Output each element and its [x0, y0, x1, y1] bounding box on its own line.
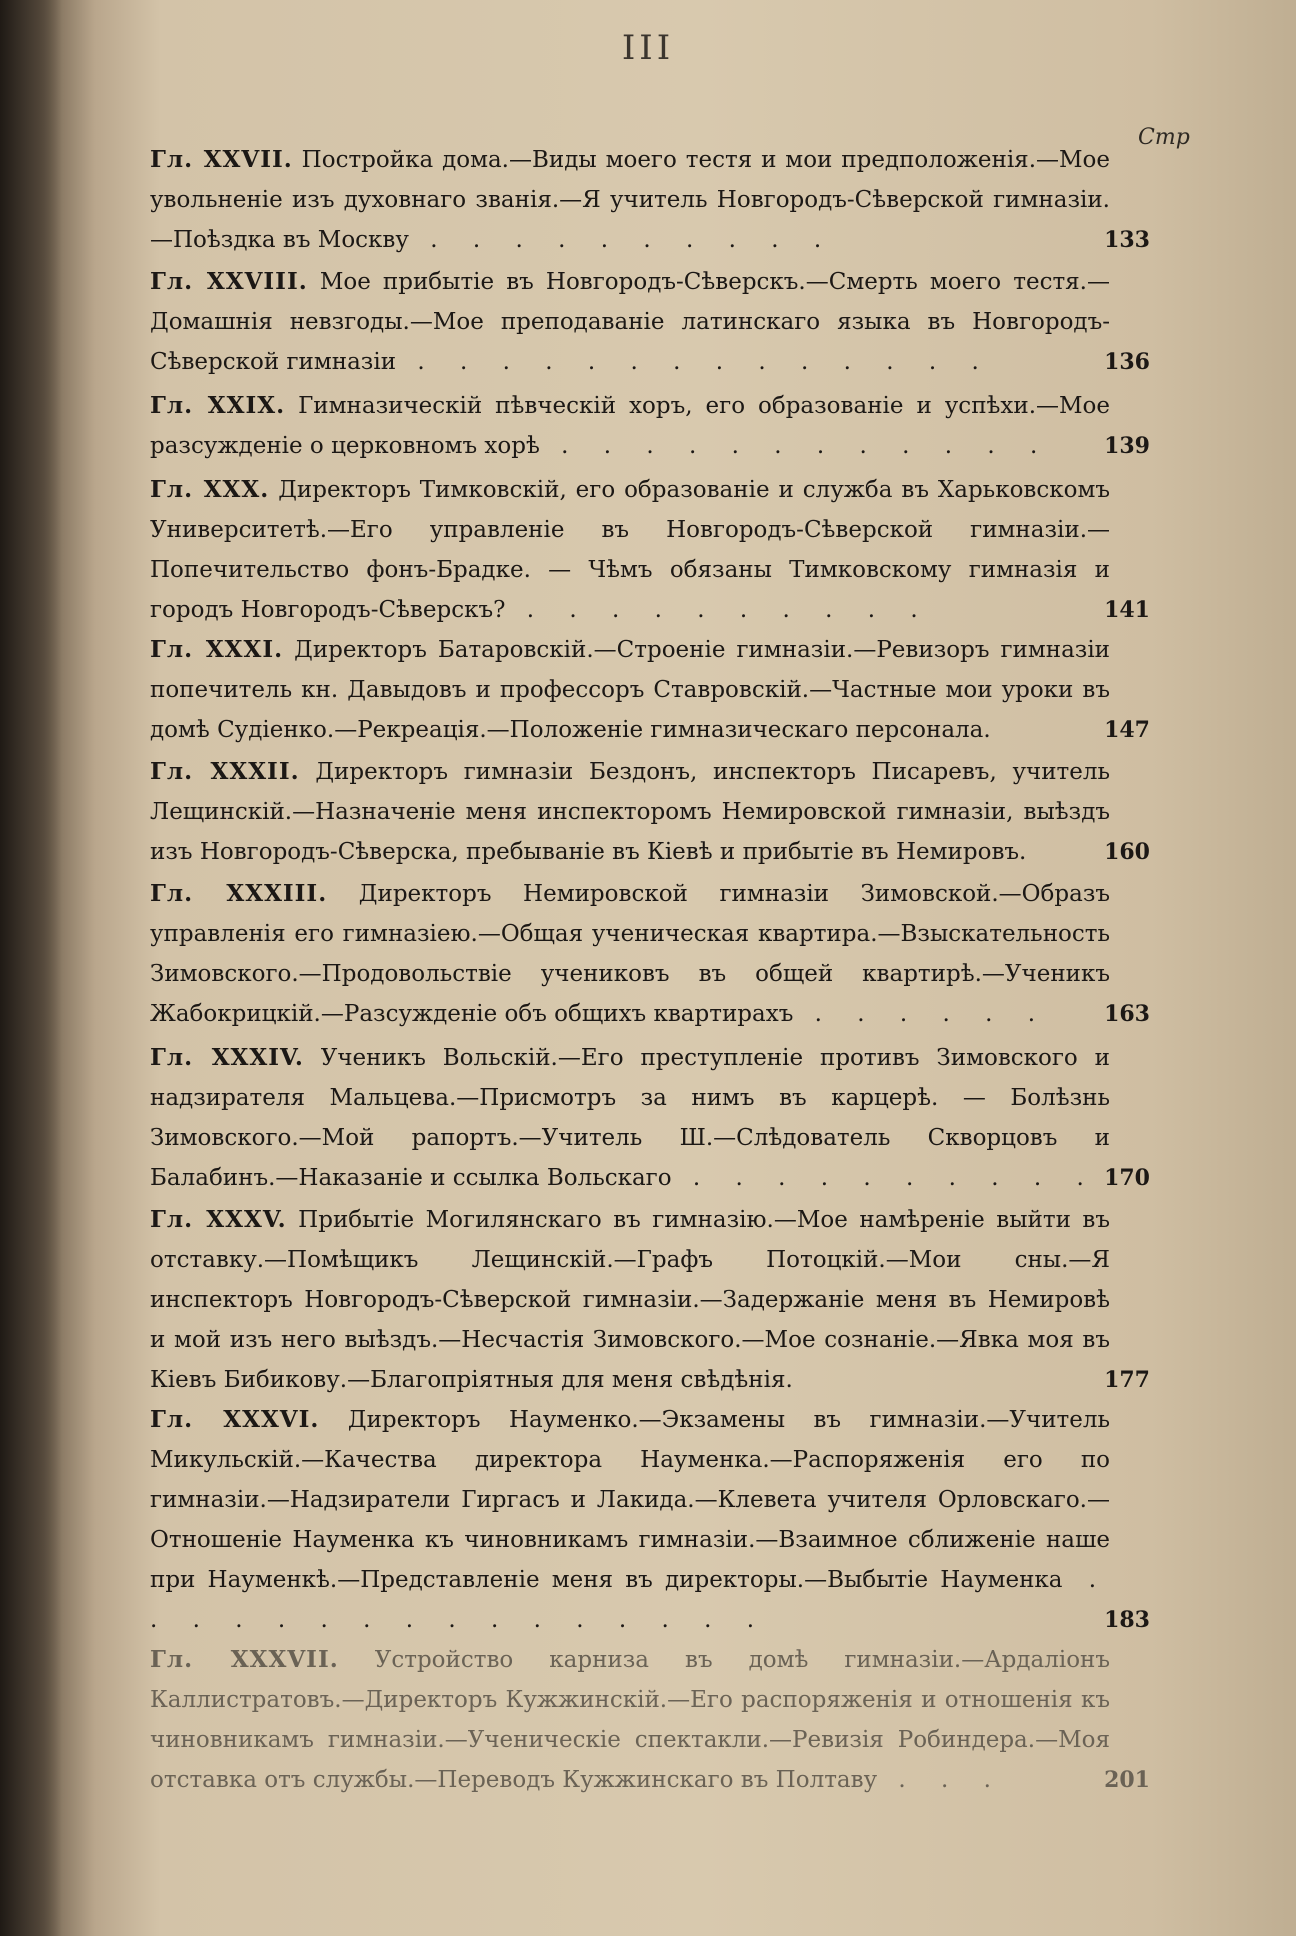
- chapter-summary: Прибытіе Могилянскаго въ гимназію.—Мое намѣреніе выйти въ отставку.—Помѣщикъ Лещинскій.—Графъ Потоцкій.—Мои сны.—Я инспекторъ Новгородъ-Сѣверской гимназіи.—Задержаніе меня въ Немировѣ и мой изъ него выѣздъ.—Несчастія Зимовского.—Мое сознаніе.—Явка моя въ Кіевъ Бибикову.—Благопріятныя для меня свѣдѣнія.: [150, 1207, 1110, 1393]
- chapter-summary: Мое прибытіе въ Новгородъ-Сѣверскъ.—Смерть моего тестя.—Домашнія невзгоды.—Мое преподаваніе латинскаго языка въ Новгородъ-Сѣверской гимназіи: [150, 269, 1110, 375]
- chapter-summary: Постройка дома.—Виды моего тестя и мои предположенія.—Мое увольненіе изъ духовнаго званія.—Я учитель Новгородъ-Сѣверской гимназіи.—Поѣздка въ Москву: [150, 147, 1111, 253]
- chapter-summary: Гимназическій пѣвческій хоръ, его образованіе и успѣхи.—Мое разсужденіе о церковномъ хорѣ: [150, 393, 1111, 459]
- chapter-summary: Директоръ гимназіи Бездонъ, инспекторъ Писаревъ, учитель Лещинскій.—Назначеніе меня инспекторомъ Немировской гимназіи, выѣздъ изъ Новгородъ-Сѣверска, пребываніе въ Кіевѣ и прибытіе въ Немировъ.: [150, 759, 1111, 865]
- chapter-label: Гл. XXXII.: [150, 758, 300, 785]
- toc-entry: Гл. XXXIV. Ученикъ Вольскій.—Его преступленіе противъ Зимовского и надзирателя Мальцева.—Присмотръ за нимъ въ карцерѣ. — Болѣзнь Зимовского.—Мой рапортъ.—Учитель Ш.—Слѣдователь Скворцовъ и Балабинъ.—Наказаніе и ссылка Вольскаго . . . . . . . . . . 170: [150, 1038, 1150, 1198]
- page-ref: 160: [1104, 839, 1150, 865]
- page-ref: 133: [1104, 227, 1150, 253]
- toc-entry: Гл. XXXVII. Устройство карниза въ домѣ гимназіи.—Ардаліонъ Каллистратовъ.—Директоръ Кужжинскій.—Его распоряженія и отношенія къ чиновникамъ гимназіи.—Ученическіе спектакли.—Ревизія Робиндера.—Моя отставка отъ службы.—Переводъ Кужжинскаго въ Полтаву . . . 201: [150, 1640, 1150, 1800]
- chapter-label: Гл. XXXVII.: [150, 1646, 339, 1673]
- page-ref: 139: [1104, 433, 1150, 459]
- chapter-summary: Директоръ Тимковскій, его образованіе и служба въ Харьковскомъ Университетѣ.—Его управленіе въ Новгородъ-Сѣверской гимназіи.—Попечительство фонъ-Брадке. — Чѣмъ обязаны Тимковскому гимназія и городъ Новгородъ-Сѣверскъ?: [150, 477, 1111, 623]
- toc-entry: Гл. XXVIII. Мое прибытіе въ Новгородъ-Сѣверскъ.—Смерть моего тестя.—Домашнія невзгоды.—Мое преподаваніе латинскаго языка въ Новгородъ-Сѣверской гимназіи . . . . . . . . . . . . . . 136: [150, 262, 1150, 382]
- chapter-summary: Ученикъ Вольскій.—Его преступленіе противъ Зимовского и надзирателя Мальцева.—Присмотръ за нимъ въ карцерѣ. — Болѣзнь Зимовского.—Мой рапортъ.—Учитель Ш.—Слѣдователь Скворцовъ и Балабинъ.—Наказаніе и ссылка Вольскаго: [150, 1045, 1110, 1191]
- chapter-summary: Директоръ Науменко.—Экзамены въ гимназіи.—Учитель Микульскій.—Качества директора Науменка.—Распоряженія его по гимназіи.—Надзиратели Гиргасъ и Лакида.—Клевета учителя Орловскаго.—Отношеніе Науменка къ чиновникамъ гимназіи.—Взаимное сближеніе наше при Науменкѣ.—Представленіе меня въ директоры.—Выбытіе Науменка: [150, 1407, 1110, 1593]
- page-ref: 141: [1104, 597, 1150, 623]
- chapter-label: Гл. XXX.: [150, 476, 270, 503]
- chapter-label: Гл. XXXI.: [150, 636, 284, 663]
- chapter-label: Гл. XXXV.: [150, 1206, 287, 1233]
- page-number: III: [621, 28, 675, 68]
- chapter-label: Гл. XXXIII.: [150, 880, 328, 907]
- page-ref: 183: [1104, 1607, 1150, 1633]
- toc-entry: [150, 752, 1150, 872]
- chapter-summary: Директоръ Батаровскій.—Строеніе гимназіи.—Ревизоръ гимназіи попечитель кн. Давыдовъ и профессоръ Ставровскій.—Частные мои уроки въ домѣ Судіенко.—Рекреація.—Положеніе гимназическаго персонала.: [150, 637, 1111, 743]
- toc-entry: Гл. XXXVI. Директоръ Науменко.—Экзамены въ гимназіи.—Учитель Микульскій.—Качества директора Науменка.—Распоряженія его по гимназіи.—Надзиратели Гиргасъ и Лакида.—Клевета учителя Орловскаго.—Отношеніе Науменка къ чиновникамъ гимназіи.—Взаимное сближеніе наше при Науменкѣ.—Представленіе меня въ директоры.—Выбытіе Науменка . . . . . . . . . . . . . . . . 183: [150, 1400, 1150, 1640]
- toc-entry: Гл. XXVII. Постройка дома.—Виды моего тестя и мои предположенія.—Мое увольненіе изъ духовнаго званія.—Я учитель Новгородъ-Сѣверской гимназіи.—Поѣздка въ Москву . . . . . . . . . . 133: [150, 140, 1150, 260]
- chapter-summary: Устройство карниза въ домѣ гимназіи.—Ардаліонъ Каллистратовъ.—Директоръ Кужжинскій.—Его распоряженія и отношенія къ чиновникамъ гимназіи.—Ученическіе спектакли.—Ревизія Робиндера.—Моя отставка отъ службы.—Переводъ Кужжинскаго въ Полтаву: [150, 1647, 1110, 1793]
- page-ref: 201: [1104, 1767, 1150, 1793]
- book-spine-shadow: [0, 0, 62, 1936]
- page-ref: 170: [1104, 1165, 1150, 1191]
- chapter-label: Гл. XXIX.: [150, 392, 286, 419]
- toc-entry: Гл. XXXIII. Директоръ Немировской гимназіи Зимовской.—Образъ управленія его гимназіею.—Общая ученическая квартира.—Взыскательность Зимовского.—Продовольствіе учениковъ въ общей квартирѣ.—Ученикъ Жабокрицкій.—Разсужденіе объ общихъ квартирахъ . . . . . . 163: [150, 874, 1150, 1034]
- chapter-label: Гл. XXXIV.: [150, 1044, 304, 1071]
- page-ref: 136: [1104, 349, 1150, 375]
- toc-entry: Гл. XXIX. Гимназическій пѣвческій хоръ, его образованіе и успѣхи.—Мое разсужденіе о церковномъ хорѣ . . . . . . . . . . . . 139: [150, 386, 1150, 466]
- chapter-label: Гл. XXVII.: [150, 146, 293, 173]
- page-column-header: Стр: [1138, 125, 1190, 150]
- toc-entry: [150, 1200, 1150, 1400]
- toc-entry: Гл. XXX. Директоръ Тимковскій, его образованіе и служба въ Харьковскомъ Университетѣ.—Его управленіе въ Новгородъ-Сѣверской гимназіи.—Попечительство фонъ-Брадке. — Чѣмъ обязаны Тимковскому гимназія и городъ Новгородъ-Сѣверскъ? . . . . . . . . . . 141: [150, 470, 1150, 630]
- page-ref: 177: [1104, 1367, 1150, 1393]
- page-ref: 147: [1104, 717, 1150, 743]
- toc-entry: [150, 630, 1150, 750]
- chapter-label: Гл. XXVIII.: [150, 268, 308, 295]
- chapter-summary: Директоръ Немировской гимназіи Зимовской.—Образъ управленія его гимназіею.—Общая ученическая квартира.—Взыскательность Зимовского.—Продовольствіе учениковъ въ общей квартирѣ.—Ученикъ Жабокрицкій.—Разсужденіе объ общихъ квартирахъ: [150, 881, 1111, 1027]
- page-ref: 163: [1104, 1001, 1150, 1027]
- chapter-label: Гл. XXXVI.: [150, 1406, 320, 1433]
